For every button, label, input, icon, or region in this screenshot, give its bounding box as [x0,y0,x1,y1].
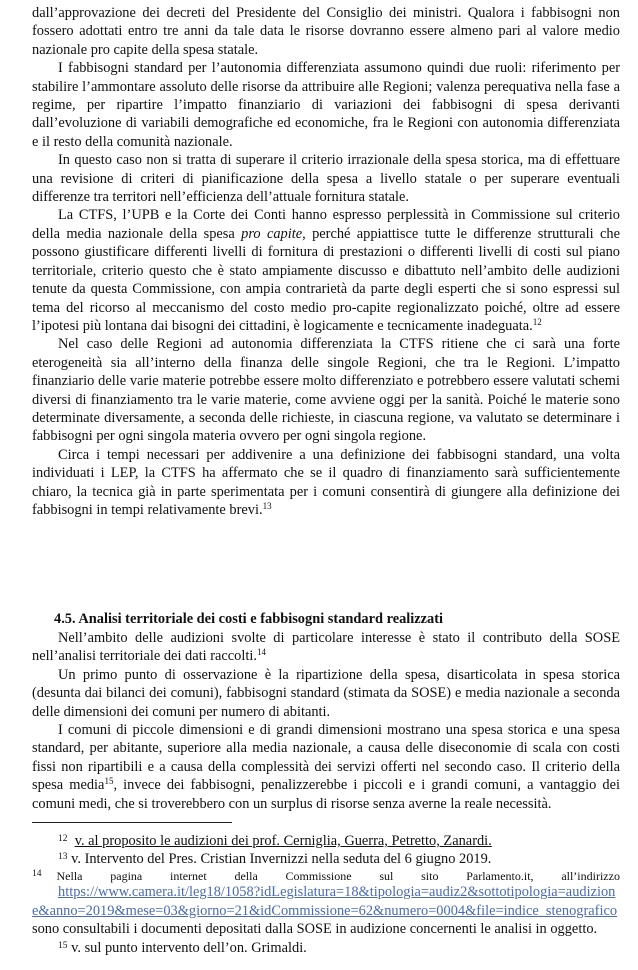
footnote-12 [32,832,620,850]
paragraph-ctfs-after: , perché appiattisce tutte le differenze strutturali che possono giustificare differenti livelli di fornitura di prestazioni o differenti livelli di costi sul piano territoriale, criterio questo che è stato ampiamente discusso e dibattuto nell’ambito delle audizioni tenute da questa Commissione, con ampia contrarietà da parte degli esperti che si sono espressi sul tema del ricorso al meccanismo del costo medio pro-capite regionalizzato poiché, oltre ad essere l’ipotesi più lontana dai bisogni dei cittadini, è logicamente e tecnicamente inadeguata. [32,225,620,334]
footnote-14 [32,883,620,938]
footnote-text-13: v. Intervento del Pres. Cristian Invernizzi nella seduta del 6 giugno 2019. [71,851,492,868]
footnote-14-word-1: $^{14}$ Nella [32,868,83,883]
footnote-15 [32,939,620,957]
footnote-text-15: v. sul punto intervento dell’on. Grimaldi. [71,939,307,956]
footnote-14-word-9: all’indirizzo [561,868,620,883]
footnote-ref-15[interactable]: 15 [104,776,114,787]
footnote-number-14: 14 [32,868,42,879]
footnote-14-word-8: Parlamento.it, [466,868,534,883]
footnote-14-link[interactable]: https://www.camera.it/leg18/1058?idLegislatura=18&tipologia=audiz2&sottotipologia=audizione&anno=2019&mese=03&giorno=21&idCommissione=62&numero=0004&file=indice_stenografico [32,884,618,919]
section-heading: 4.5. Analisi territoriale dei costi e fabbisogni standard realizzati [54,611,444,627]
document-body-section [32,629,620,813]
paragraph-1: dall’approvazione dei decreti del Presidente del Consiglio dei ministri. Qualora i fabbisogni non fossero adottati entro tre anni da tale data le risorse dovranno essere almeno pari al valore medio nazionale pro capite della spesa statale. [32,5,620,58]
footnote-text-12: v. al proposito le audizioni dei prof. Cerniglia, Guerra, Petretto, Zanardi. [74,833,492,849]
footnote-14-word-7: sito [421,868,439,883]
footnote-ref-13[interactable]: 13 [262,500,272,511]
paragraph-comuni-after: , invece dei fabbisogni, penalizzerebbe i piccoli e i grandi comuni, a vantaggio dei comuni medi, che si troverebbero con un surplus di risorse senza averne la reale necessità. [32,777,620,812]
footnote-number-15: 15 [58,940,68,951]
footnote-ref-14[interactable]: 14 [256,647,266,658]
paragraph-sose [32,629,620,666]
paragraph-regioni: Nel caso delle Regioni ad autonomia differenziata la CTFS ritiene che ci sarà una forte eterogeneità sia all’interno della finanza delle singole Regioni, che tra le Regioni. L’impatto finanziario delle varie materie potrebbe essere molto differenziato e potrebbero essere valutati schemi diversi di finanziamento tra le varie materie, come avviene oggi per la sanità. Poiché le materie sono determinate diversamente, a seconda delle richieste, in ciascuna regione, va valutato se determinare i fabbisogni per ogni singola materia ovvero per ogni singola regione. [32,336,620,445]
footnote-14-word-6: sul [379,868,394,883]
paragraph-lep-text: Circa i tempi necessari per addivenire a una definizione dei fabbisogni standard, una volta individuati i LEP, la CTFS ha affermato che se il quadro di finanziamento sarà sufficientemente chiaro, la tecnica già in parte sperimentata per i comuni consentirà di giungere alla definizione dei fabbisogni in tempi relativamente brevi. [32,446,620,518]
italic-pro-capite: pro capite [241,225,303,242]
paragraph-sose-text: Nell’ambito delle audizioni svolte di particolare interesse è stato il contributo della SOSE nell’analisi territoriale dei dati raccolti. [32,630,620,665]
footnote-number-12: 12 [58,834,68,844]
paragraph-lep [32,446,620,520]
footnote-14-header [32,869,620,884]
paragraph-comuni [32,721,620,813]
paragraph-ctfs-before: La CTFS, l’UPB e la Corte dei Conti hanno espresso perplessità in Commissione sul criterio della media nazionale della spesa [32,207,620,242]
paragraph-comuni-before: I comuni di piccole dimensioni e di grandi dimensioni mostrano una spesa storica e una spesa standard, per abitante, superiore alla media nazionale, a causa delle diseconomie di scala con costi fissi non ripartibili e a causa della complessità dei servizi offerti nel secondo caso. Il criterio della spesa media [32,722,620,794]
document-body-top [32,4,620,519]
footnote-number-13: 13 [58,852,68,863]
footnotes [32,832,620,957]
footnote-14-word-5: Commissione [285,868,352,883]
footnote-13 [32,850,620,868]
footnote-ref-12[interactable]: 12 [532,316,542,327]
footnote-14-word-3: internet [170,868,207,883]
footnote-14-word-2: pagina [110,868,143,883]
footnote-14-word-4: della [234,868,258,883]
paragraph-3: In questo caso non si tratta di superare il criterio irrazionale della spesa storica, ma di effettuare una revisione di criteri di pianificazione della spesa a livello statale o per superare eventuali differenze tra territori nell’efficienza dell’attuale fornitura statale. [32,152,620,206]
footnote-14-after: sono consultabili i documenti depositati dalla SOSE in audizione concernenti le analisi in oggetto. [32,921,598,938]
paragraph-2: I fabbisogni standard per l’autonomia differenziata assumono quindi due ruoli: riferimento per stabilire l’ammontare assoluto delle risorse da attribuire alle Regioni; valenza perequativa nella fase a regime, per ripartire l’impatto finanziario di variazioni dei fabbisogni di spesa derivanti dall’evoluzione di variabili demografiche ed economiche, fra le Regioni con autonomia differenziata e il resto della comunità nazionale. [32,60,620,150]
paragraph-primo: Un primo punto di osservazione è la ripartizione della spesa, disarticolata in spesa storica (desunta dai bilanci dei comuni), fabbisogni standard (stimata da SOSE) e media nazionale a seconda delle dimensioni dei comuni per numero di abitanti. [32,666,620,720]
paragraph-ctfs [32,206,620,335]
footnote-divider [32,822,232,823]
